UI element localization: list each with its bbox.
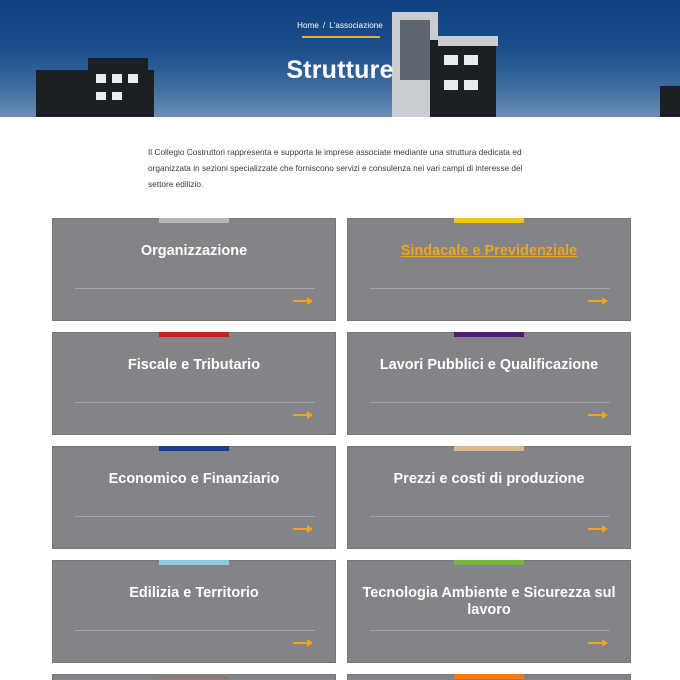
section-color-bar	[159, 674, 229, 679]
section-divider	[75, 516, 315, 517]
arrow-right-icon[interactable]	[588, 638, 608, 648]
section-card[interactable]	[347, 560, 631, 663]
section-card-title[interactable]: Prezzi e costi di produzione	[393, 471, 585, 487]
section-color-bar	[159, 332, 229, 337]
section-color-bar	[159, 218, 229, 223]
section-divider	[370, 402, 610, 403]
section-color-bar	[454, 560, 524, 565]
section-color-bar	[159, 446, 229, 451]
section-divider	[370, 288, 610, 289]
section-color-bar	[454, 332, 524, 337]
arrow-right-icon[interactable]	[293, 410, 313, 420]
section-card[interactable]	[52, 218, 336, 321]
section-card[interactable]	[347, 446, 631, 549]
section-color-bar	[454, 674, 524, 679]
section-card[interactable]	[347, 332, 631, 435]
section-card-title[interactable]: Sindacale e Previdenziale	[400, 243, 578, 259]
section-color-bar	[159, 560, 229, 565]
section-color-bar	[454, 446, 524, 451]
arrow-right-icon[interactable]	[588, 524, 608, 534]
section-card-title[interactable]: Fiscale e Tributario	[127, 357, 261, 373]
breadcrumb-underline	[302, 36, 380, 38]
section-card[interactable]	[52, 446, 336, 549]
section-card[interactable]	[52, 674, 336, 680]
intro-text: Il Collegio Costruttori rappresenta e supporta le imprese associate mediante una struttura dedicata ed organizzata in sezioni specializzate che forniscono servizi e consulenza nei vari campi di interesse del settore edilizio.	[148, 147, 523, 189]
section-card-title[interactable]: Organizzazione	[140, 243, 248, 259]
page-title: Strutture	[286, 56, 394, 84]
section-card-title[interactable]: Lavori Pubblici e Qualificazione	[379, 357, 599, 373]
section-card[interactable]	[52, 560, 336, 663]
arrow-right-icon[interactable]	[293, 524, 313, 534]
section-card[interactable]	[347, 218, 631, 321]
arrow-right-icon[interactable]	[293, 638, 313, 648]
arrow-right-icon[interactable]	[588, 296, 608, 306]
section-divider	[75, 402, 315, 403]
breadcrumb-home-link[interactable]: Home	[297, 21, 319, 30]
section-card-title[interactable]: Edilizia e Territorio	[129, 585, 259, 601]
breadcrumb-separator: /	[322, 21, 326, 30]
breadcrumb	[0, 21, 680, 30]
section-card-title[interactable]: Economico e Finanziario	[108, 471, 280, 487]
section-card[interactable]	[52, 332, 336, 435]
section-divider	[75, 630, 315, 631]
section-divider	[370, 516, 610, 517]
section-divider	[370, 630, 610, 631]
section-card-title[interactable]: Tecnologia Ambiente e Sicurezza sul lavoro	[362, 585, 616, 618]
breadcrumb-current[interactable]: L'associazione	[329, 21, 383, 30]
arrow-right-icon[interactable]	[588, 410, 608, 420]
hero-banner	[0, 0, 680, 117]
section-color-bar	[454, 218, 524, 223]
arrow-right-icon[interactable]	[293, 296, 313, 306]
section-card[interactable]	[347, 674, 631, 680]
section-divider	[75, 288, 315, 289]
